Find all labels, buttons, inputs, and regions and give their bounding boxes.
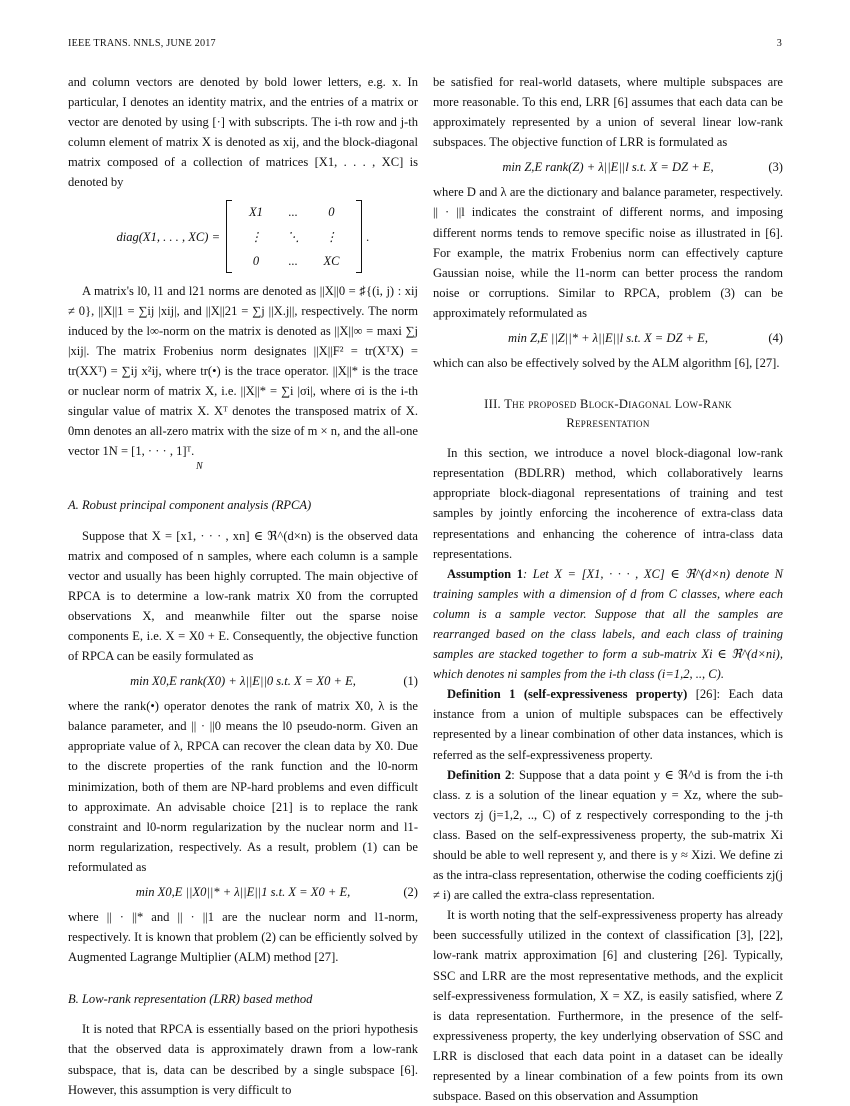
- alm-paragraph: where || · ||* and || · ||1 are the nuclear norm and l1-norm, respectively. It is known that problem (2) can be efficiently solved by Augmented Lagrange Multiplier (ALM) method [27].: [68, 910, 418, 965]
- matrix-cell: ⋮: [325, 229, 338, 244]
- journal-name: IEEE TRANS. NNLS, JUNE 2017: [68, 38, 216, 49]
- right-column: [433, 72, 783, 1106]
- equation-4: [433, 323, 783, 353]
- dictionary-paragraph: where D and λ are the dictionary and balance parameter, respectively. || · ||l indicates the constraint of different norms, and imposing different norms tends to remove specific noise as illustrated in [6]. For example, the matrix Frobenius norm can effectively capture Gaussian noise, while the l1-norm can better process the random noise or corruptions. Similar to RPCA, problem (3) can be approximately reformulated as: [433, 185, 783, 320]
- matrix-cell: XC: [323, 253, 340, 268]
- equation-3: [433, 152, 783, 182]
- definition-1-text: [26]: Each data instance from a union of multiple subspaces can be effectively represented by a linear combination of other data instances, which is referred as the self-expressiveness property.: [433, 687, 783, 762]
- notation-paragraph: and column vectors are denoted by bold lower letters, e.g. x. In particular, I denotes an identity matrix, and the entries of a matrix or vector are denoted by using [·] with subscripts. The i-th row and j-th column element of matrix X is denoted as xij, and the block-diagonal matrix composed of a collection of matrices [X1, . . . , XC] is denoted by: [68, 75, 418, 190]
- block-diagonal-matrix: [226, 200, 362, 272]
- subsection-a-title: A. Robust principal component analysis (RPCA): [68, 498, 312, 513]
- left-column: [68, 72, 418, 1100]
- rpca-paragraph: Suppose that X = [x1, · · · , xn] ∈ ℜ^(d×n) is the observed data matrix and composed of n samples, where each column is a sample vector and usually has been highly corrupted. The main objective of RPCA is to determine a low-rank matrix X0 from the corrupted observations X, and meanwhile filter out the sparse noise components E, i.e. X = X0 + E. Consequently, the objective function of RPCA can be easily formulated as: [68, 528, 418, 664]
- norms-paragraph: A matrix's l0, l1 and l21 norms are denoted as ||X||0 = ♯{(i, j) : xij ≠ 0}, ||X||1 = ∑ij |xij|, and ||X||21 = ∑j ||X.j||, respectively. The norm induced by the l∞-norm on the matrix is denoted as ||X||∞ = maxi ∑j |xij|. The matrix Frobenius norm designates ||X||F² = tr(XᵀX) = tr(XXᵀ) = ∑ij x²ij, where tr(•) is the trace operator. ||X||* is the trace or nuclear norm of matrix X, i.e. ||X||* = ∑i |σi|, where σi is the i-th singular value of matrix X. Xᵀ denotes the transposed matrix of X. 0mn denotes an all-zero matrix with the size of m × n, and the all-one vector 1N = [1, · · · , 1]ᵀ.: [68, 283, 418, 459]
- definition-2-text: : Suppose that a data point y ∈ ℜ^d is from the i-th class. z is a solution of the linear equation y = Xz, where the sub- vectors zj (j=1,2, .., C) of z respectively corresponding to the j-th class. Based on the self-expressiveness property, the sub-matrix Xi should be able to well represent y, and there is y ≈ Xizi. We define zi as the intra-class representation, otherwise the coding coefficients zj(j ≠ i) are called the extra-class representation.: [433, 767, 783, 903]
- matrix-period: .: [366, 229, 370, 244]
- matrix-cell: ⋮: [249, 229, 263, 244]
- matrix-lhs: diag(X1, . . . , XC) =: [116, 229, 221, 244]
- definition-2: [433, 765, 783, 906]
- assumption-1-text: : Let X = [X1, · · · , XC] ∈ ℜ^(d×n) denote N training samples with a dimension of d from C classes, where each column is a sample vector. Suppose that all the samples are rearranged based on the class labels, and each class of training samples are stacked together to form a sub-matrix Xi ∈ ℜ^(d×ni), which denotes ni samples from the i-th class (i=1,2, .., C).: [433, 566, 783, 682]
- self-expressiveness-paragraph: It is worth noting that the self-expressiveness property has already been successfully utilized in the context of classification [3], [22], low-rank matrix approximation [6] and clustering [26]. Typically, SSC and LRR are the most representative methods, and the explicit self-expressiveness formulation, X = XZ, is easily satisfied, where Z is data representation. Furthermore, in the presence of the self-expressiveness property, the key underlying observation of SSC and LRR is disclosed that each data point in a dataset can be ideally represented by a linear combination of a few points from its own subspace. Based on this observation and Assumption: [433, 908, 783, 1104]
- definition-1: [433, 684, 783, 764]
- running-header: [68, 38, 782, 52]
- equation-2-number: (2): [403, 884, 418, 899]
- equation-1-body: min X0,E rank(X0) + λ||E||0 s.t. X = X0 + E,: [130, 674, 356, 689]
- rpca-discussion-paragraph: where the rank(•) operator denotes the rank of matrix X0, λ is the balance parameter, and || · ||0 means the l0 pseudo-norm. Given an appropriate value of λ, RPCA can recover the clean data by X0. Due to the discrete properties of the rank function and the l0-norm minimization, both of them are NP-hard problems and even difficult to approximate. An advisable choice [21] is to replace the rank constraint and l0-norm regularization by the nuclear norm and l1-norm regularization, respectively. As a result, problem (1) can be reformulated as: [68, 699, 418, 874]
- matrix-cell: 0: [252, 253, 260, 268]
- assumption-1-label: Assumption 1: [447, 566, 523, 581]
- equation-3-body: min Z,E rank(Z) + λ||E||l s.t. X = DZ + E,: [502, 160, 714, 175]
- bdlrr-intro-paragraph: In this section, we introduce a novel block-diagonal low-rank representation (BDLRR) method, which collaboratively learns appropriate block-diagonal representations of training and test samples by jointly enforcing the incoherence of extra-class data representations and enhancing the coherence of intra-class data representations.: [433, 446, 783, 561]
- matrix-cell: 0: [328, 205, 335, 220]
- definition-2-label: Definition 2: [447, 767, 512, 782]
- equation-4-body: min Z,E ||Z||* + λ||E||l s.t. X = DZ + E,: [508, 330, 708, 345]
- alm-solve-paragraph: which can also be effectively solved by the ALM algorithm [6], [27].: [433, 356, 780, 371]
- assumption-1: [433, 564, 783, 685]
- page-number: 3: [776, 38, 782, 49]
- matrix-cell: ...: [288, 253, 298, 268]
- equation-3-number: (3): [768, 160, 783, 175]
- equation-1-number: (1): [403, 674, 418, 689]
- equation-1: [68, 666, 418, 696]
- equation-2-body: min X0,E ||X0||* + λ||E||1 s.t. X = X0 + E,: [135, 884, 351, 899]
- subsection-b-title: B. Low-rank representation (LRR) based method: [68, 992, 313, 1007]
- section-3-title-line1: III. The proposed Block-Diagonal Low-Rank: [484, 397, 732, 412]
- brace-label: N: [196, 461, 203, 473]
- lrr-intro-paragraph: It is noted that RPCA is essentially based on the priori hypothesis that the observed data is approximately drawn from a low-rank subspace, that is, data can be described by a single subspace [6]. However, this assumption is very difficult to: [68, 1022, 418, 1097]
- matrix-cell: X1: [249, 205, 263, 220]
- matrix-cell: ⋱: [286, 229, 300, 244]
- equation-2: [68, 877, 418, 907]
- matrix-cell: ...: [288, 205, 298, 220]
- block-diagonal-equation: [68, 193, 418, 281]
- lrr-paragraph: be satisfied for real-world datasets, where multiple subspaces are more reasonable. To this end, LRR [6] assumes that each data can be approximately represented by a union of several linear low-rank subspaces. The objective function of LRR is formulated as: [433, 75, 783, 150]
- section-3-title-line2: Representation: [566, 416, 650, 431]
- definition-1-label: Definition 1 (self-expressiveness property): [447, 687, 688, 702]
- equation-4-number: (4): [768, 330, 783, 345]
